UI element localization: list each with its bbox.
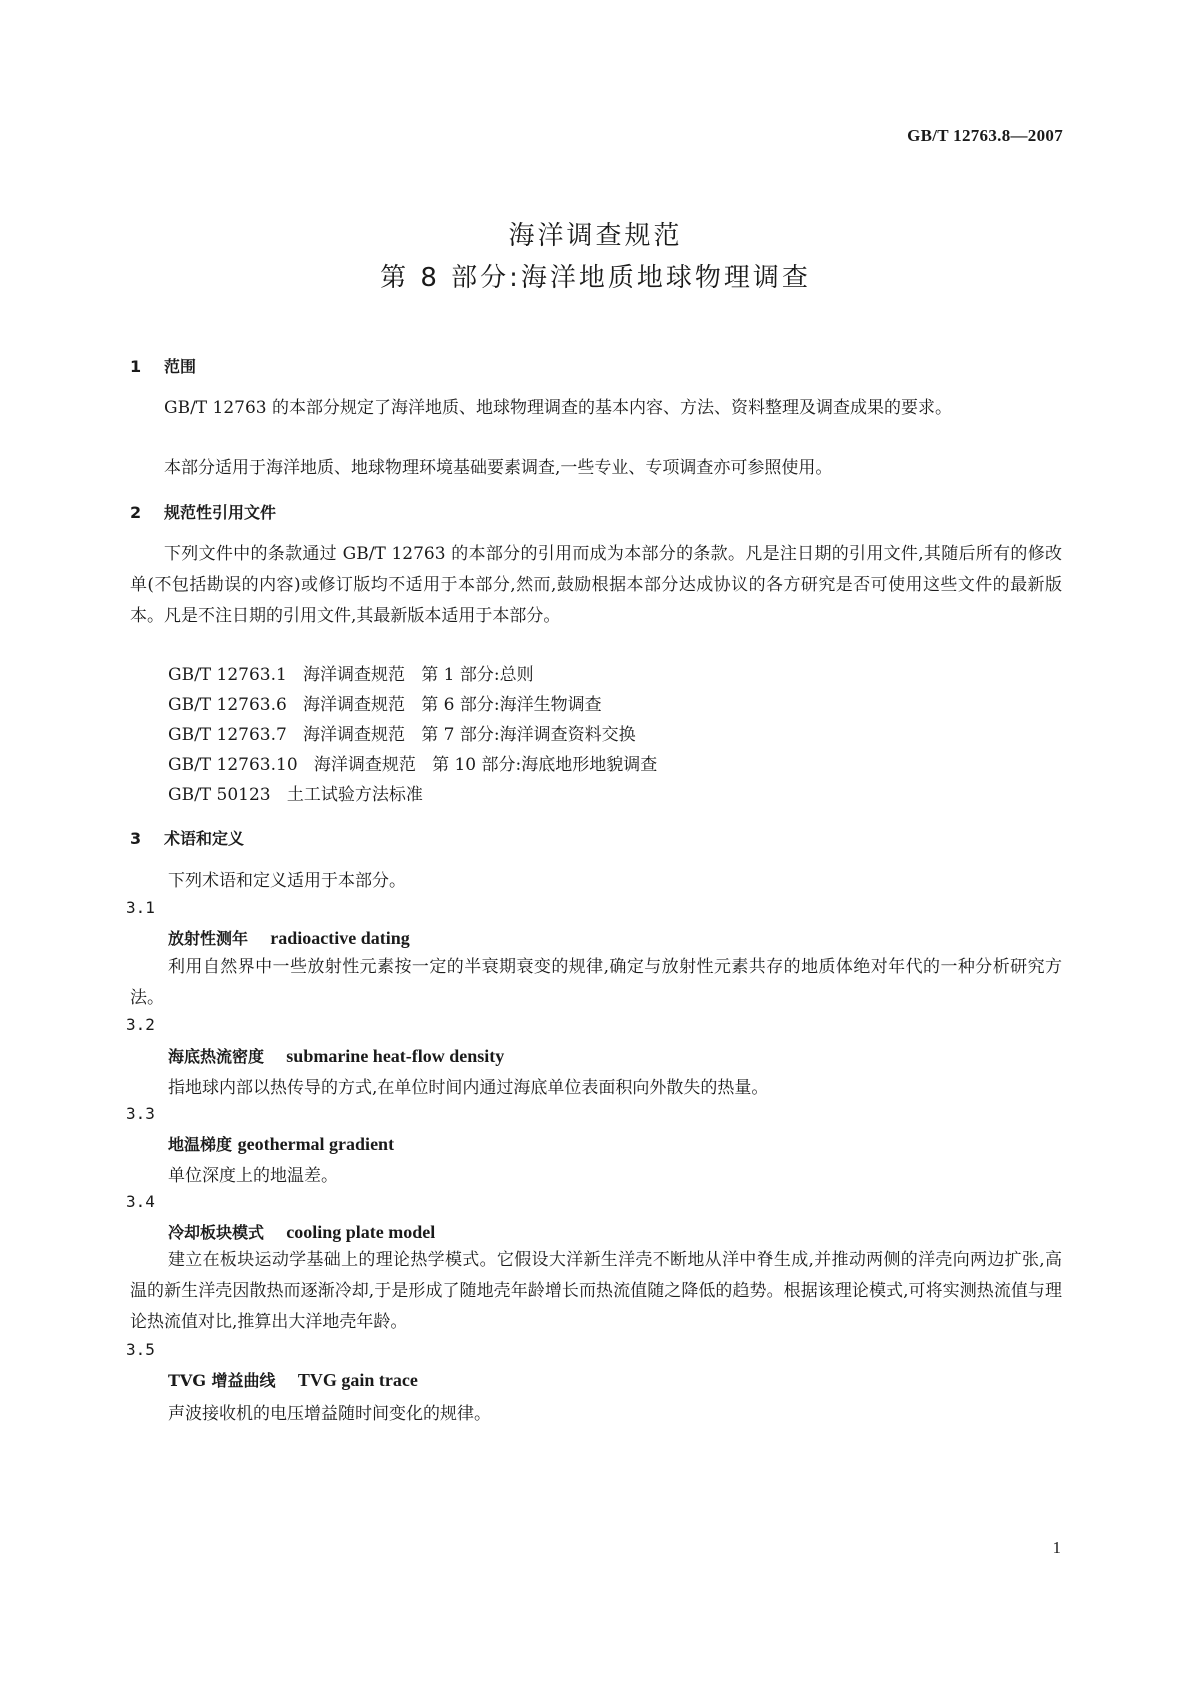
term-number: 3.5 <box>126 1340 155 1359</box>
reference-item: GB/T 50123 土工试验方法标准 <box>168 785 423 805</box>
term-number: 3.1 <box>126 898 155 917</box>
term-en: geothermal gradient <box>237 1134 395 1154</box>
term-zh: 放射性测年 <box>168 929 249 948</box>
reference-item: GB/T 12763.7 海洋调查规范 第 7 部分:海洋调查资料交换 <box>168 725 636 745</box>
scope-paragraph-1: GB/T 12763 的本部分规定了海洋地质、地球物理调查的基本内容、方法、资料整理及调查成果的要求。 <box>164 398 953 418</box>
term-definition: 声波接收机的电压增益随时间变化的规律。 <box>168 1404 491 1424</box>
term-heading <box>168 1132 394 1155</box>
references-intro: 下列文件中的条款通过 GB/T 12763 的本部分的引用而成为本部分的条款。凡是注日期的引用文件,其随后所有的修改单(不包括勘误的内容)或修订版均不适用于本部分,然而,鼓励根据本部分达成协议的各方研究是否可使用这些文件的最新版本。凡是不注日期的引用文件,其最新版本适用于本部分。 <box>130 544 1062 626</box>
reference-item: GB/T 12763.6 海洋调查规范 第 6 部分:海洋生物调查 <box>168 695 602 715</box>
term-zh: 冷却板块模式 <box>168 1223 265 1242</box>
scope-paragraph-2: 本部分适用于海洋地质、地球物理环境基础要素调查,一些专业、专项调查亦可参照使用。 <box>164 458 833 478</box>
reference-item: GB/T 12763.1 海洋调查规范 第 1 部分:总则 <box>168 665 534 685</box>
term-en: cooling plate model <box>286 1222 436 1242</box>
section-title: 规范性引用文件 <box>164 503 277 522</box>
term-number: 3.3 <box>126 1104 155 1123</box>
term-heading <box>168 926 410 949</box>
term-en: TVG gain trace <box>297 1370 418 1390</box>
section-number: 1 <box>130 357 142 376</box>
term-en: radioactive dating <box>270 928 410 948</box>
term-definition: 利用自然界中一些放射性元素按一定的半衰期衰变的规律,确定与放射性元素共存的地质体绝对年代的一种分析研究方法。 <box>130 957 1062 1008</box>
document-title: 海洋调查规范 <box>508 221 683 251</box>
section-title: 范围 <box>164 357 197 376</box>
section-heading-scope <box>130 354 196 377</box>
term-heading <box>168 1220 435 1243</box>
term-heading <box>168 1044 504 1067</box>
term-en: submarine heat-flow density <box>286 1046 505 1066</box>
document-id: GB/T 12763.8—2007 <box>907 126 1063 145</box>
term-number: 3.2 <box>126 1015 155 1034</box>
term-definition: 单位深度上的地温差。 <box>168 1166 338 1186</box>
document-subtitle: 第 8 部分:海洋地质地球物理调查 <box>380 263 811 293</box>
term-definition: 指地球内部以热传导的方式,在单位时间内通过海底单位表面积向外散失的热量。 <box>168 1078 769 1098</box>
section-number: 3 <box>130 829 142 848</box>
term-definition: 建立在板块运动学基础上的理论热学模式。它假设大洋新生洋壳不断地从洋中脊生成,并推动两侧的洋壳向两边扩张,高温的新生洋壳因散热而逐渐冷却,于是形成了随地壳年龄增长而热流值随之降低的趋势。根据该理论模式,可将实测热流值与理论热流值对比,推算出大洋地壳年龄。 <box>130 1250 1062 1332</box>
page-number: 1 <box>1052 1538 1061 1557</box>
term-zh: 地温梯度 <box>168 1135 233 1154</box>
term-number: 3.4 <box>126 1192 155 1211</box>
section-heading-references <box>130 500 276 523</box>
term-heading <box>168 1368 418 1391</box>
section-title: 术语和定义 <box>164 829 245 848</box>
section-number: 2 <box>130 503 142 522</box>
term-zh: TVG 增益曲线 <box>168 1371 276 1390</box>
reference-item: GB/T 12763.10 海洋调查规范 第 10 部分:海底地形地貌调查 <box>168 755 658 775</box>
terms-intro: 下列术语和定义适用于本部分。 <box>168 871 406 891</box>
section-heading-terms <box>130 826 244 849</box>
term-zh: 海底热流密度 <box>168 1047 265 1066</box>
